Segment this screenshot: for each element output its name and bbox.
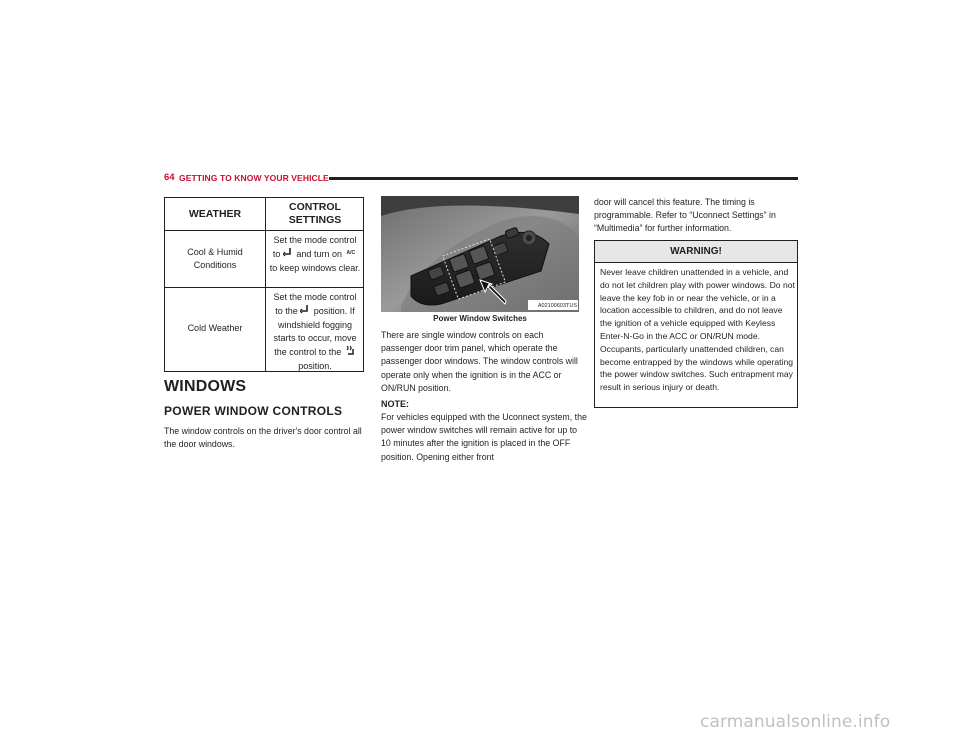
table-header [165, 198, 363, 231]
table-row-condition: Cool & Humid Conditions [187, 247, 243, 270]
warning-title: WARNING! [595, 241, 797, 263]
row-divider [165, 287, 363, 288]
page-header [164, 172, 798, 186]
power-window-switches-image [381, 196, 579, 312]
continuation-text: door will cancel this feature. The timing is programmable. Refer to “Uconnect Settings” in “Multimedia” for further information. [594, 197, 776, 234]
settings-text: and turn on [296, 249, 342, 259]
note-text: For vehicles equipped with the Uconnect system, the power window switches will remain active for up to 10 minutes after the ignition is placed in the OFF position. Opening either front [381, 412, 587, 462]
defrost-floor-mode-icon [344, 345, 356, 360]
warning-text: Never leave children unattended in a vehicle, and do not let children play with power windows. Do not leave the key fob in or near the vehicle, or in a location accessible to children, and do not leave the ignition of a vehicle equipped with Keyless Enter-N-Go in the ACC or ON/RUN mode. Occupants, particularly unattended children, can become entrapped by the windows while operating the power window switches. Such entrapment may result in serious injury or death. [600, 267, 795, 393]
watermark: carmanualsonline.info [700, 712, 891, 732]
note-label: NOTE: [381, 399, 409, 409]
section-title: GETTING TO KNOW YOUR VEHICLE [179, 172, 329, 183]
weather-control-table [164, 197, 364, 372]
power-window-controls-heading: POWER WINDOW CONTROLS [164, 404, 343, 418]
header-rule [329, 177, 798, 180]
floor-mode-icon [283, 247, 294, 262]
settings-text: position. If windshield fogging starts to occur, move the control to the [273, 305, 357, 357]
column-divider [265, 198, 266, 371]
table-row-condition: Cold Weather [187, 323, 243, 333]
ac-icon: A/C [346, 250, 356, 256]
settings-text: to keep windows clear. [269, 263, 361, 274]
settings-text: position. [298, 361, 332, 371]
col-control-settings: CONTROL SETTINGS [288, 201, 342, 226]
windows-intro: The window controls on the driver's door control all the door windows. [164, 426, 362, 450]
table-row-settings [269, 291, 361, 373]
settings-text: Set the mode control to the [273, 292, 357, 316]
figure-caption: Power Window Switches [433, 314, 527, 323]
page-number: 64 [164, 172, 175, 183]
floor-mode-icon [300, 304, 311, 319]
warning-box [594, 240, 798, 408]
settings-text: Set the mode control to [272, 235, 357, 259]
single-window-controls-text: There are single window controls on each passenger door trim panel, which operate the passenger door windows. The window controls will operate only when the ignition is in the ACC or ON/RUN position. [381, 330, 578, 393]
windows-heading: WINDOWS [164, 378, 247, 395]
table-row-settings [269, 234, 361, 275]
figure-code: A02100603TUS [537, 303, 577, 309]
col-weather: WEATHER [188, 208, 242, 220]
